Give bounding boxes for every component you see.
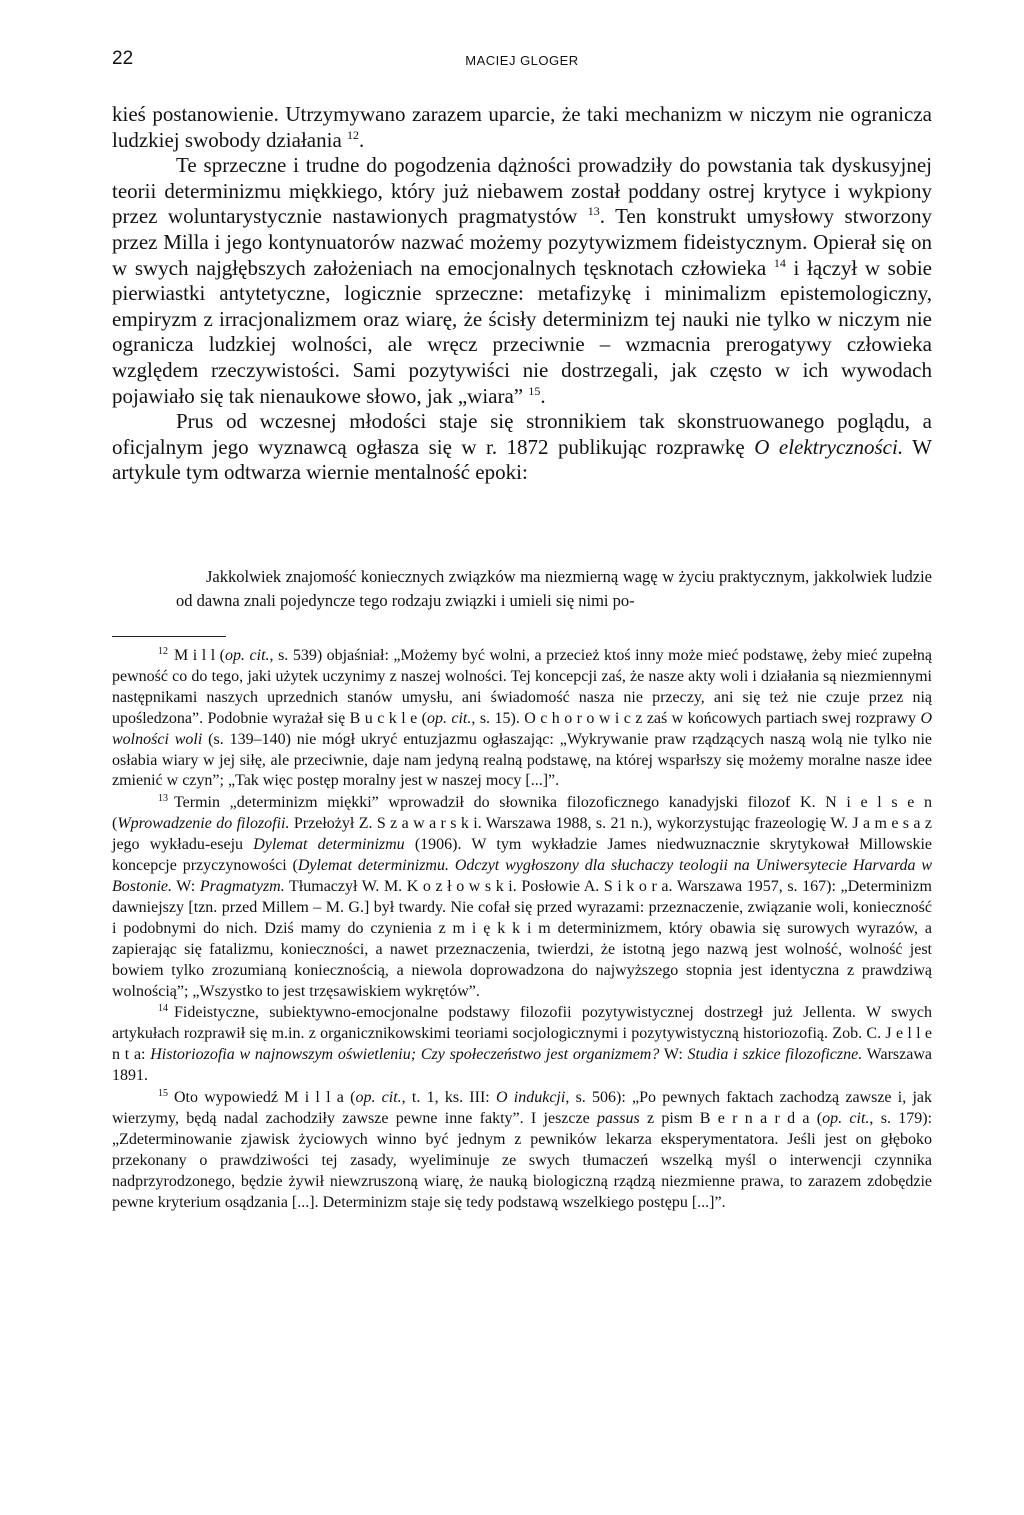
italic-text: passus [597,1109,640,1127]
italic-text: Dylemat determinizmu. Odczyt wygłoszony dla słuchaczy teologii na Uniwersytecie Harvarda w Bostonie. [112,857,933,895]
page-number: 22 [112,48,134,69]
italic-text: Wprowadzenie do filozofii. [117,815,290,833]
italic-text: O elektryczności. [754,434,904,459]
paragraph: kieś postanowienie. Utrzymywano zarazem uparcie, że taki mechanizm w niczym nie ogranicza ludzkiej swobody działania $^{12}$. [112,102,932,152]
block-quote: Jakkolwiek znajomość koniecznych związków ma niezmierną wagę w życiu praktycznym, jakkolwiek ludzie od dawna znali pojedyncze tego rodzaju związki i umieli się nimi po- [176,567,932,610]
footnote-text: Termin „determinizm miękki” wprowadził do słownika filozoficznego kanadyjski filozof K. N i e l s e n (Wprowadzenie do filozofii. Przełożył Z. S z a w a r s k i. Warszawa 1988, s. 21 n.), wykorzystując frazeologię W. J a m e s a z jego wykładu-eseju Dylemat determinizmu (1906). W tym wykładzie James niedwuznacznie skrytykował Millowskie koncepcje przyczynowości (Dylemat determinizmu. Odczyt wygłoszony dla słuchaczy teologii na Uniwersytecie Harvarda w Bostonie. W: Pragmatyzm. Tłumaczył W. M. K o z ł o w s k i. Posłowie A. S i k o r a. Warszawa 1957, s. 167): „Determinizm dawniejszy [tzn. przed Millem – M. G.] był twardy. Nie cofał się przed wyrazami: przeznaczenie, związanie woli, konieczność i podobnymi do nich. Dziś mamy do czynienia z m i ę k k i m determinizmem, który obawia się surowych wyrazów, a zapierając się fatalizmu, konieczności, a nawet przeznaczenia, twierdzi, że istotną jego nazwą jest wolność, wolność jest bowiem tylko zrozumianą koniecznością, a niewola doprowadzona do najwyższego stopnia jest identyczna z prawdziwą wolnością”; „Wszystko to jest trzęsawiskiem wykrętów”. [112,794,933,1000]
italic-text: O wolności woli [112,709,933,748]
footnote-text: Oto wypowiedź M i l l a (op. cit., t. 1, ks. III: O indukcji, s. 506): „Po pewnych faktach zachodzą zawsze i, jak wierzymy, będą nadal zachodziły zawsze pewne inne fakty”. I jeszcze passus z pism B e r n a r d a (op. cit., s. 179): „Zdeterminowanie zjawisk życiowych winno być jednym z pewników lekarza eksperymentatora. Jeśli jest on głęboko przekonany o prawdziwości tej zasady, wyeliminuje ze swych tłumaczeń wszelką myśl o interwencji czynnika nadprzyrodzonego, będzie żywił niewzruszoną wiarę, że nauką biologiczną rządzą niezmienne prawa, to zarazem zdobędzie pewne kryterium osądzania [...]. Determinizm staje się tedy podstawą wszelkiego postępu [...]”. [112,1089,933,1211]
italic-text: op. cit. [355,1089,402,1107]
italic-text: op. cit. [426,709,472,727]
footnote-14 [112,1003,932,1087]
footnote-number: 14 [158,1003,168,1015]
italic-text: Dylemat determinizmu [253,836,405,854]
footnote-separator [112,636,226,637]
italic-text: Pragmatyzm. [199,877,285,895]
footnote-12 [112,646,932,792]
italic-text: Historiozofia w najnowszym oświetleniu; Czy społeczeństwo jest organizmem? [150,1046,660,1064]
footnote-reference[interactable]: 13 [587,204,600,219]
running-head: MACIEJ GLOGER [465,53,579,68]
footnote-reference[interactable]: 12 [347,127,360,142]
main-text [112,102,932,486]
footnote-reference[interactable]: 15 [528,383,541,398]
italic-text: O indukcji [495,1089,566,1107]
footnote-text: M i l l (op. cit., s. 539) objaśniał: „Możemy być wolni, a przecież ktoś inny może mieć podstawę, żeby mieć zupełną pewność co do tego, jaki użytek uczynimy z naszej wolności. Tej koncepcji zaś, że nasze akty woli i działania są niezmiennymi następnikami naszych uprzednich stanów umysłu, ani świadomość nasza nie przeczy, ani się też nie czuje przez nią upośledzona”. Podobnie wyrażał się B u c k l e (op. cit., s. 15). O c h o r o w i c z zaś w końcowych partiach swej rozprawy O wolności woli (s. 139–140) nie mógł ukryć entuzjazmu ogłaszając: „Wykrywanie praw rządzących naszą wolą nie tylko nie osłabia wiary w jej siłę, ale przeciwnie, daje nam jedyną realną podstawę, na której wsparłszy się możemy moralne nasze idee zmienić w czyn”; „Tak więc postęp moralny jest w naszej mocy [...]”. [112,647,933,790]
footnote-15 [112,1088,932,1213]
footnote-reference[interactable]: 14 [773,255,786,270]
footnote-number: 15 [158,1087,168,1099]
footnote-number: 12 [158,645,168,657]
paragraph: Prus od wczesnej młodości staje się stronnikiem tak skonstruowanego poglądu, a oficjalnym jego wyznawcą ogłasza się w r. 1872 publikując rozprawkę O elektryczności. W artykule tym odtwarza wiernie mentalność epoki: [112,409,932,485]
footnote-number: 13 [158,793,168,805]
paragraph: Te sprzeczne i trudne do pogodzenia dążności prowadziły do powstania tak dyskusyjnej teorii determinizmu miękkiego, który już niebawem został poddany ostrej krytyce i wykpiony przez woluntarystycznie nastawionych pragmatystów $^{13}$. Ten konstrukt umysłowy stworzony przez Milla i jego kontynuatorów nazwać możemy pozytywizmem fideistycznym. Opierał się on w swych najgłębszych założeniach na emocjonalnych tęsknotach człowieka $^{14}$ i łączył w sobie pierwiastki antytetyczne, logicznie sprzeczne: metafizykę i minimalizm epistemologiczny, empiryzm z irracjonalizmem oraz wiarę, że ścisły determinizm tej nauki nie tylko w niczym nie ogranicza ludzkiej wolności, ale wręcz przeciwnie – wzmacnia prerogatywy człowieka względem rzeczywistości. Sami pozytywiści nie dostrzegali, jak często w ich wywodach pojawiało się tak nienaukowe słowo, jak „wiara” $^{15}$. [112,153,932,408]
italic-text: Studia i szkice filozoficzne. [687,1046,863,1064]
page-header [112,48,932,72]
footnote-13 [112,793,932,1002]
italic-text: op. cit. [225,647,270,664]
italic-text: op. cit. [822,1109,870,1127]
footnotes [112,646,932,1213]
footnote-text: Fideistyczne, subiektywno-emocjonalne podstawy filozofii pozytywistycznej dostrzegł już Jellenta. W swych artykułach rozprawił się m.in. z organicznikowskimi teoriami socjologicznymi i pozytywistyczną historiozofią. Zob. C. J e l l e n t a: Historiozofia w najnowszym oświetleniu; Czy społeczeństwo jest organizmem? W: Studia i szkice filozoficzne. Warszawa 1891. [112,1004,932,1085]
